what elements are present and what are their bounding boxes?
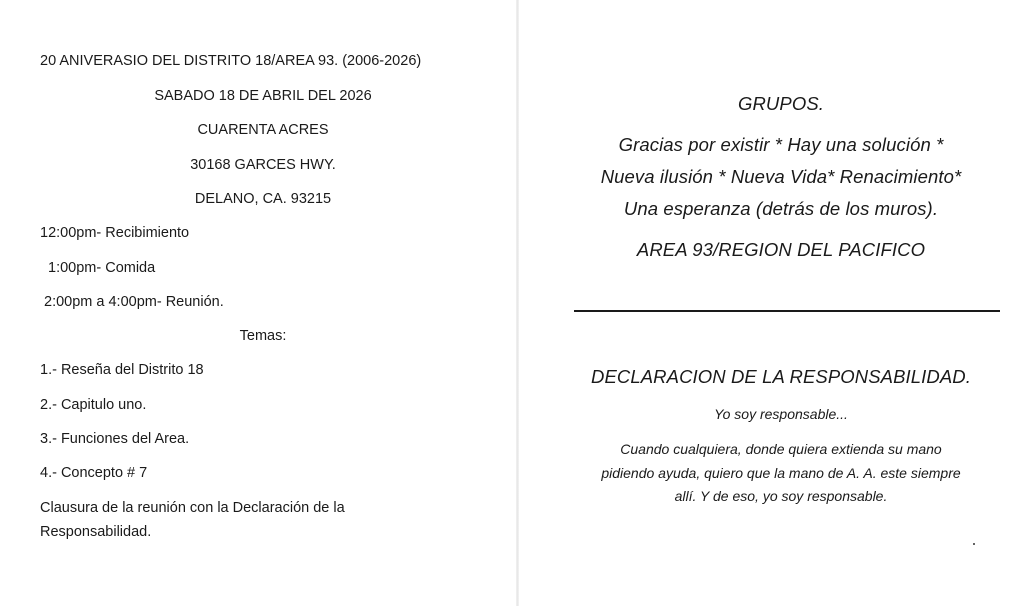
schedule-item: 12:00pm- Recibimiento <box>40 225 190 241</box>
schedule-item: 1:00pm- Comida <box>48 260 156 276</box>
declaration-text: pidiendo ayuda, quiero que la mano de A. A. este siempre <box>601 465 961 481</box>
groups-heading: GRUPOS. <box>737 93 825 114</box>
groups-line: Gracias por existir * Hay una solución * <box>618 134 944 155</box>
declaration-intro: Yo soy responsable... <box>714 406 848 422</box>
venue-name: CUARENTA ACRES <box>197 122 329 138</box>
declaration-text: allí. Y de eso, yo soy responsable. <box>674 488 888 504</box>
divider-line <box>574 310 1000 312</box>
declaration-text: Cuando cualquiera, donde quiera extienda su mano <box>620 441 942 457</box>
topic-item: 3.- Funciones del Area. <box>40 431 190 447</box>
groups-line: Una esperanza (detrás de los muros). <box>623 198 939 219</box>
closing-text-line1: Clausura de la reunión con la Declaración de la <box>40 500 345 516</box>
venue-street: 30168 GARCES HWY. <box>190 157 336 173</box>
topics-heading: Temas: <box>239 328 287 344</box>
right-panel <box>522 0 1024 606</box>
declaration-heading: DECLARACION DE LA RESPONSABILIDAD. <box>590 366 971 387</box>
venue-city: DELANO, CA. 93215 <box>194 191 332 207</box>
topic-item: 1.- Reseña del Distrito 18 <box>40 362 204 378</box>
schedule-item: 2:00pm a 4:00pm- Reunión. <box>44 294 224 310</box>
region-label: AREA 93/REGION DEL PACIFICO <box>636 239 926 260</box>
topic-item: 2.- Capitulo uno. <box>40 397 147 413</box>
topic-item: 4.- Concepto # 7 <box>40 465 148 481</box>
page-fold <box>516 0 519 606</box>
event-title: 20 ANIVERASIO DEL DISTRITO 18/AREA 93. (2006-2026) <box>40 53 422 69</box>
groups-line: Nueva ilusión * Nueva Vida* Renacimiento* <box>600 166 962 187</box>
closing-text-line2: Responsabilidad. <box>40 524 152 540</box>
stray-dot <box>973 543 975 545</box>
event-date: SABADO 18 DE ABRIL DEL 2026 <box>154 88 372 104</box>
